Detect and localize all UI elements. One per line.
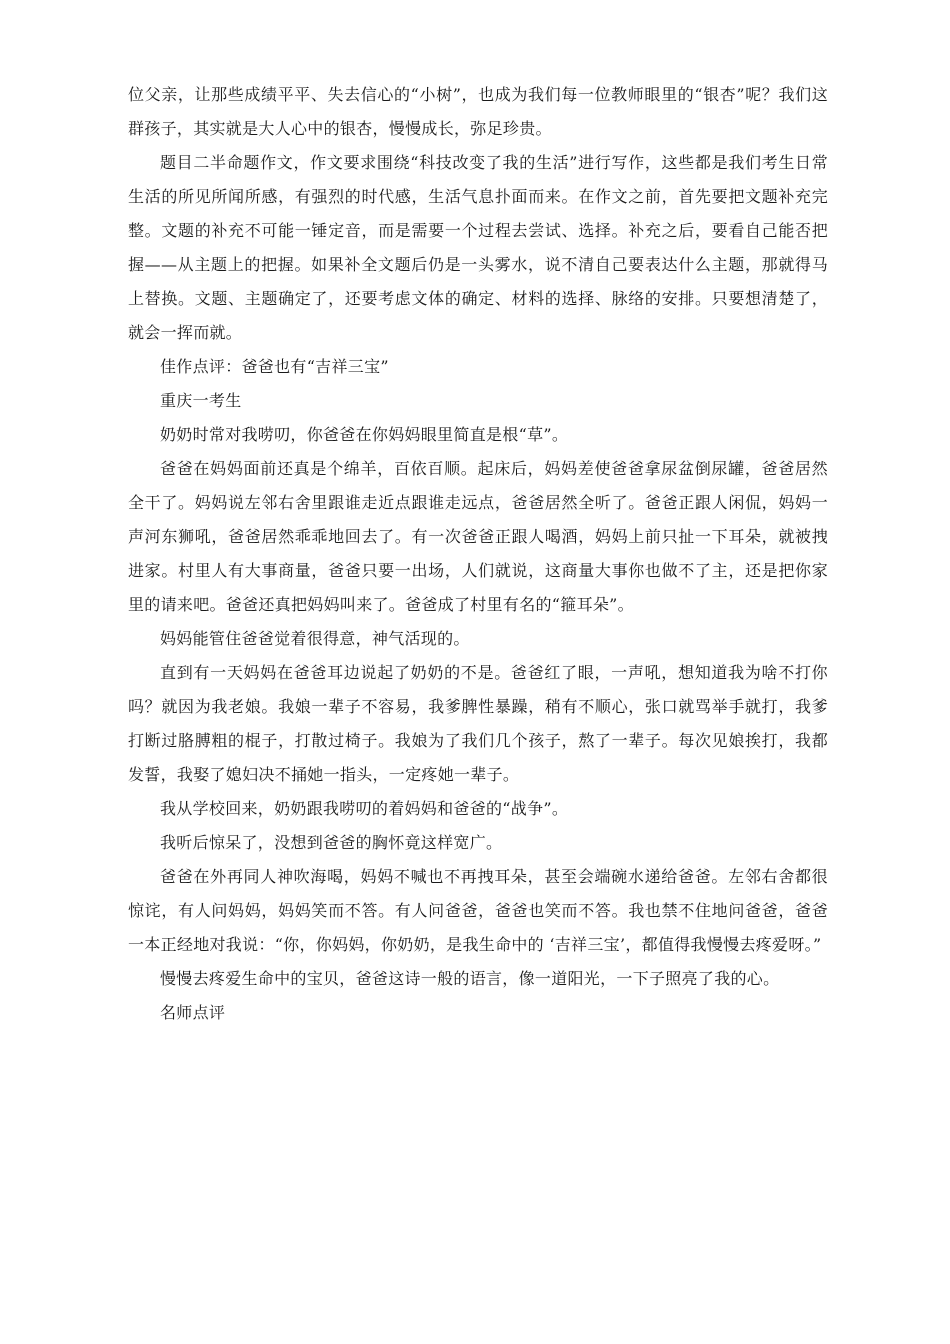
essay-paragraph: 直到有一天妈妈在爸爸耳边说起了奶奶的不是。爸爸红了眼，一声吼，想知道我为啥不打你吗？就因为我老娘。我娘一辈子不容易，我爹脾性暴躁，稍有不顺心，张口就骂举手就打，我爹打断过胳膊粗的棍子，打散过椅子。我娘为了我们几个孩子，熬了一辈子。每次见娘挨打，我都发誓，我娶了媳妇决不捅她一指头，一定疼她一辈子。 — [128, 663, 828, 784]
essay-paragraph: 我从学校回来，奶奶跟我唠叨的着妈妈和爸爸的“战争”。 — [160, 799, 569, 818]
document-page — [128, 78, 828, 1030]
essay-paragraph: 我听后惊呆了，没想到爸爸的胸怀竟这样宽广。 — [160, 833, 503, 852]
paragraph-prompt-two-analysis: 题目二半命题作文，作文要求围绕“科技改变了我的生活”进行写作，这些都是我们考生日常生活的所见所闻所感，有强烈的时代感，生活气息扑面而来。在作文之前，首先要把文题补充完整。文题的补充不可能一锤定音，而是需要一个过程去尝试、选择。补充之后，要看自己能否把握——从主题上的把握。如果补全文题后仍是一头雾水，说不清自己要表达什么主题，那就得马上替换。文题、主题确定了，还要考虑文体的确定、材料的选择、脉络的安排。只要想清楚了，就会一挥而就。 — [128, 153, 828, 342]
sample-essay-author: 重庆一考生 — [160, 391, 242, 410]
teacher-comment-heading: 名师点评 — [160, 1003, 226, 1022]
essay-paragraph: 奶奶时常对我唠叨，你爸爸在你妈妈眼里简直是根“草”。 — [160, 425, 569, 444]
essay-paragraph: 爸爸在外再同人神吹海喝，妈妈不喊也不再拽耳朵，甚至会端碗水递给爸爸。左邻右舍都很惊诧，有人问妈妈，妈妈笑而不答。有人问爸爸，爸爸也笑而不答。我也禁不住地问爸爸，爸爸一本正经地对我说：“你，你妈妈，你奶奶，是我生命中的 ‘吉祥三宝’，都值得我慢慢去疼爱呀。” — [128, 867, 828, 954]
essay-paragraph: 爸爸在妈妈面前还真是个绵羊，百依百顺。起床后，妈妈差使爸爸拿尿盆倒尿罐，爸爸居然全干了。妈妈说左邻右舍里跟谁走近点跟谁走远点，爸爸居然全听了。爸爸正跟人闲侃，妈妈一声河东狮吼，爸爸居然乖乖地回去了。有一次爸爸正跟人喝酒，妈妈上前只扯一下耳朵，就被拽进家。村里人有大事商量，爸爸只要一出场，人们就说，这商量大事你也做不了主，还是把你家里的请来吧。爸爸还真把妈妈叫来了。爸爸成了村里有名的“箍耳朵”。 — [128, 459, 828, 614]
sample-essay-title: 佳作点评：爸爸也有“吉祥三宝” — [160, 357, 389, 376]
essay-paragraph: 慢慢去疼爱生命中的宝贝，爸爸这诗一般的语言，像一道阳光，一下子照亮了我的心。 — [160, 969, 780, 988]
paragraph-intro-continuation: 位父亲，让那些成绩平平、失去信心的“小树”，也成为我们每一位教师眼里的“银杏”呢？我们这群孩子，其实就是大人心中的银杏，慢慢成长，弥足珍贵。 — [128, 85, 828, 138]
essay-paragraph: 妈妈能管住爸爸觉着很得意，神气活现的。 — [160, 629, 470, 648]
